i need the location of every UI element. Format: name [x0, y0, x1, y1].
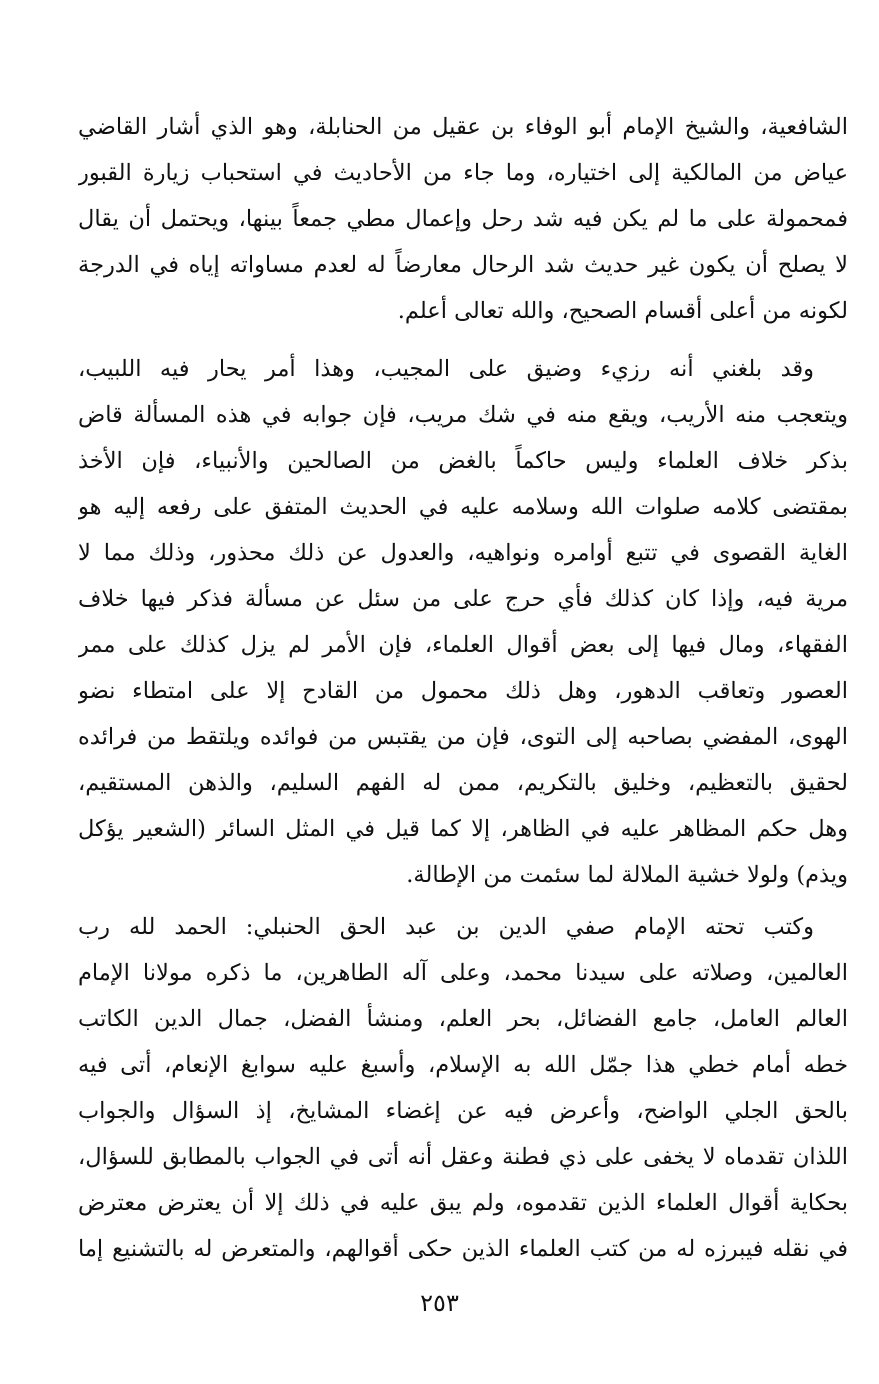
text-line: فمحمولة على ما لم يكن فيه شد رحل وإعمال مطي جمعاً بينها، ويحتمل أن يقال: [78, 206, 848, 232]
text-line: وكتب تحته الإمام صفي الدين بن عبد الحق الحنبلي: الحمد لله رب: [78, 914, 814, 940]
text-line: بحكاية أقوال العلماء الذين تقدموه، ولم يبق عليه في ذلك إلا أن يعترض معترض: [78, 1190, 848, 1216]
paragraph-3: [78, 904, 848, 1272]
paragraph-2: [78, 346, 848, 898]
text-line: في نقله فيبرزه له من كتب العلماء الذين حكى أقوالهم، والمتعرض له بالتشنيع إما: [78, 1236, 848, 1262]
text-line: العالم العامل، جامع الفضائل، بحر العلم، ومنشأ الفضل، جمال الدين الكاتب: [78, 1006, 848, 1032]
text-line: العالمين، وصلاته على سيدنا محمد، وعلى آله الطاهرين، ما ذكره مولانا الإمام: [78, 960, 848, 986]
text-line: مرية فيه، وإذا كان كذلك فأي حرج على من سئل عن مسألة فذكر فيها خلاف: [78, 586, 848, 612]
text-line: ويتعجب منه الأريب، ويقع منه في شك مريب، فإن جوابه في هذه المسألة قاض: [78, 402, 848, 428]
text-line: اللذان تقدماه لا يخفى على ذي فطنة وعقل أنه أتى في الجواب بالمطابق للسؤال،: [78, 1144, 848, 1170]
text-line: وقد بلغني أنه رزيء وضيق على المجيب، وهذا أمر يحار فيه اللبيب،: [78, 356, 814, 382]
text-line: وهل حكم المظاهر عليه في الظاهر، إلا كما قيل في المثل السائر (الشعير يؤكل: [78, 816, 848, 842]
page-number: ٢٥٣: [420, 1289, 459, 1317]
paragraph-1: [78, 104, 848, 334]
text-line: الشافعية، والشيخ الإمام أبو الوفاء بن عقيل من الحنابلة، وهو الذي أشار القاضي: [78, 114, 848, 140]
text-line: بذكر خلاف العلماء وليس حاكماً بالغض من الصالحين والأنبياء، فإن الأخذ: [78, 448, 848, 474]
text-line: الفقهاء، ومال فيها إلى بعض أقوال العلماء، فإن الأمر لم يزل كذلك على ممر: [78, 632, 848, 658]
text-line: لحقيق بالتعظيم، وخليق بالتكريم، ممن له الفهم السليم، والذهن المستقيم،: [78, 770, 848, 796]
text-line: بمقتضى كلامه صلوات الله وسلامه عليه في الحديث المتفق على رفعه إليه هو: [78, 494, 848, 520]
text-line: ويذم) ولولا خشية الملالة لما سئمت من الإطالة.: [406, 862, 848, 888]
text-line: الهوى، المفضي بصاحبه إلى التوى، فإن من يقتبس من فوائده ويلتقط من فرائده: [78, 724, 848, 750]
text-line: العصور وتعاقب الدهور، وهل ذلك محمول من القادح إلا على امتطاء نضو: [78, 678, 848, 704]
text-line: عياض من المالكية إلى اختياره، وما جاء من الأحاديث في استحباب زيارة القبور: [78, 160, 848, 186]
text-line: لا يصلح أن يكون غير حديث شد الرحال معارضاً له لعدم مساواته إياه في الدرجة: [78, 252, 848, 278]
text-line: لكونه من أعلى أقسام الصحيح، والله تعالى أعلم.: [397, 298, 848, 324]
text-line: بالحق الجلي الواضح، وأعرض فيه عن إغضاء المشايخ، إذ السؤال والجواب: [78, 1098, 848, 1124]
text-line: الغاية القصوى في تتبع أوامره ونواهيه، والعدول عن ذلك محذور، وذلك مما لا: [78, 540, 848, 566]
text-line: خطه أمام خطي هذا جمّل الله به الإسلام، وأسبغ عليه سوابغ الإنعام، أتى فيه: [78, 1052, 848, 1078]
